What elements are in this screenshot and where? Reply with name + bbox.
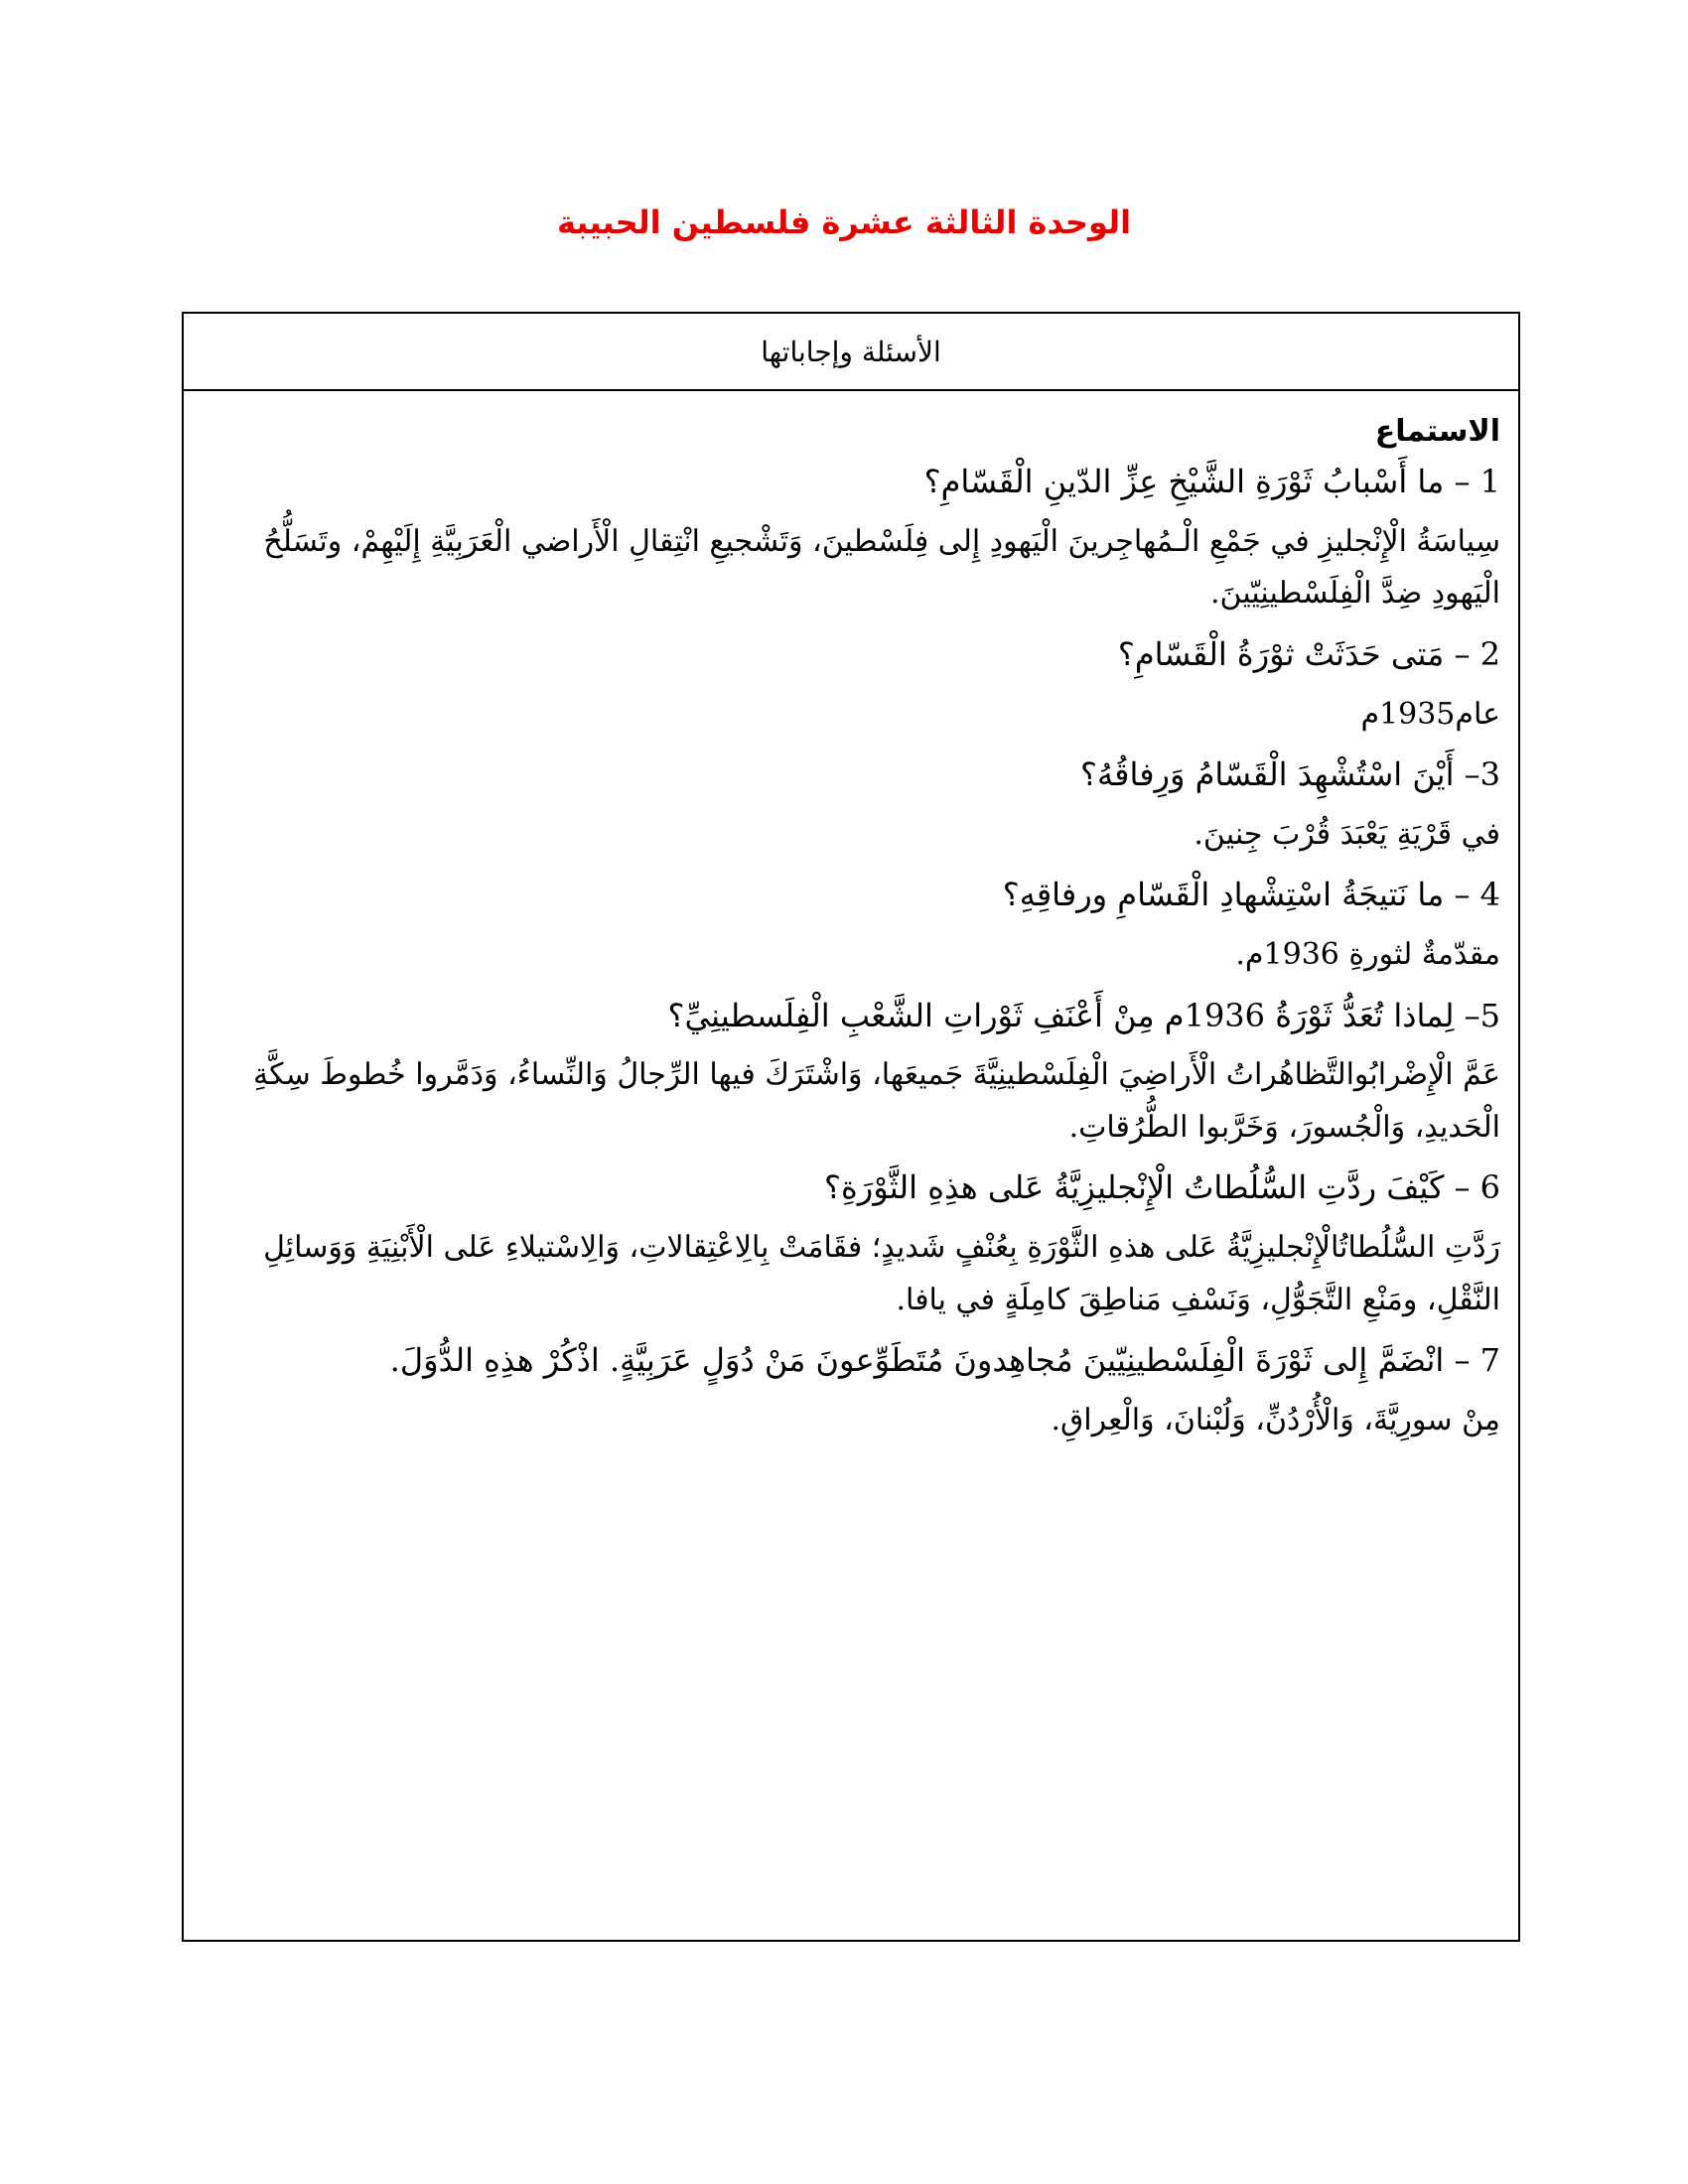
answer-3: في قَرْيَةِ يَعْبَدَ قُرْبَ جِنينَ. <box>1194 816 1500 852</box>
section-title: الاستماع <box>1374 414 1500 449</box>
question-7: 7 – انْضَمَّ إِلى ثَوْرَةَ الْفِلَسْطينِيّينَ مُجاهِدونَ مُتَطَوِّعونَ مَنْ دُوَلٍ عَرَبِيَّةٍ. اذْكُرْ هذِهِ الدُّوَلَ. <box>389 1341 1500 1380</box>
answer-4: مقدّمةٌ لثورةِ 1936م. <box>1235 937 1500 973</box>
answer-2: عام1935م <box>1360 696 1500 732</box>
qa-item-2 <box>202 632 1500 741</box>
question-5: 5– لِماذا تُعَدُّ ثَوْرَةُ 1936م مِنْ أَعْنَفِ ثَوْراتِ الشَّعْبِ الْفِلَسطينِيِّ؟ <box>667 996 1500 1034</box>
answer-6: رَدَّتِ السُّلُطاتُالْإِنْجليزِيَّةُ عَلى هذهِ الثَّوْرَةِ بِعُنْفٍ شَديدٍ؛ فقَامَتْ بِالِاعْتِقالاتِ، وَالِاسْتيلاءِ عَلى الْأَبْنِيَةِ وَوَسائِلِ النَّقْلِ، ومَنْعِ التَّجَوُّلِ، وَنَسْفِ مَناطِقَ كامِلَةٍ في يافا. <box>263 1230 1500 1317</box>
question-1: 1 – ما أَسْبابُ ثَوْرَةِ الشَّيْخِ عِزِّ الدّينِ الْقَسّامِ؟ <box>923 463 1500 500</box>
question-3: 3– أَيْنَ اسْتُشْهِدَ الْقَسّامُ وَرِفاقُهُ؟ <box>1080 755 1500 794</box>
table-header: الأسئلة وإجاباتها <box>184 314 1518 391</box>
qa-item-6 <box>202 1165 1500 1326</box>
qa-table <box>182 312 1520 1942</box>
qa-item-1 <box>202 460 1500 620</box>
qa-item-3 <box>202 752 1500 861</box>
qa-item-5 <box>202 994 1500 1155</box>
answer-5: عَمَّ الْإِضْرابُوالتَّظاهُراتُ الْأَراضِيَ الْفِلَسْطينِيَّةَ جَميعَها، وَاشْتَرَكَ فيها الرِّجالُ وَالنِّساءُ، وَدَمَّروا خُطوطَ سِكَّةِ الْحَديدِ، وَالْجُسورَ، وَخَرَّبوا الطُّرُقاتِ. <box>252 1057 1500 1145</box>
page-title: الوحدة الثالثة عشرة فلسطين الحبيبة <box>556 204 1132 241</box>
table-body <box>184 391 1518 1447</box>
qa-item-4 <box>202 873 1500 981</box>
question-2: 2 – مَتى حَدَثَتْ ثوْرَةُ الْقَسّامِ؟ <box>1117 634 1500 673</box>
answer-1: سِياسَةُ الْإِنْجليزِ في جَمْعِ الْـمُهاجِرينَ الْيَهودِ إِلى فِلَسْطينَ، وَتَشْجيعِ انْتِقالِ الْأَراضي الْعَرَبِيَّةِ إِلَيْهِمْ، وتَسَلُّحُ الْيَهودِ ضِدَّ الْفِلَسْطينِيّينَ. <box>263 523 1500 612</box>
question-4: 4 – ما نَتيجَةُ اسْتِشْهادِ الْقَسّامِ ورفاقِهِ؟ <box>1002 876 1500 914</box>
question-6: 6 – كَيْفَ ردَّتِ السُّلُطاتُ الْإِنْجليزِيَّةُ عَلى هذِهِ الثَّوْرَةِ؟ <box>824 1168 1500 1207</box>
answer-7: مِنْ سورِيَّةَ، وَالْأُرْدُنِّ، وَلُبْنانَ، وَالْعِراقِ. <box>1051 1403 1500 1438</box>
qa-item-7 <box>202 1338 1500 1446</box>
